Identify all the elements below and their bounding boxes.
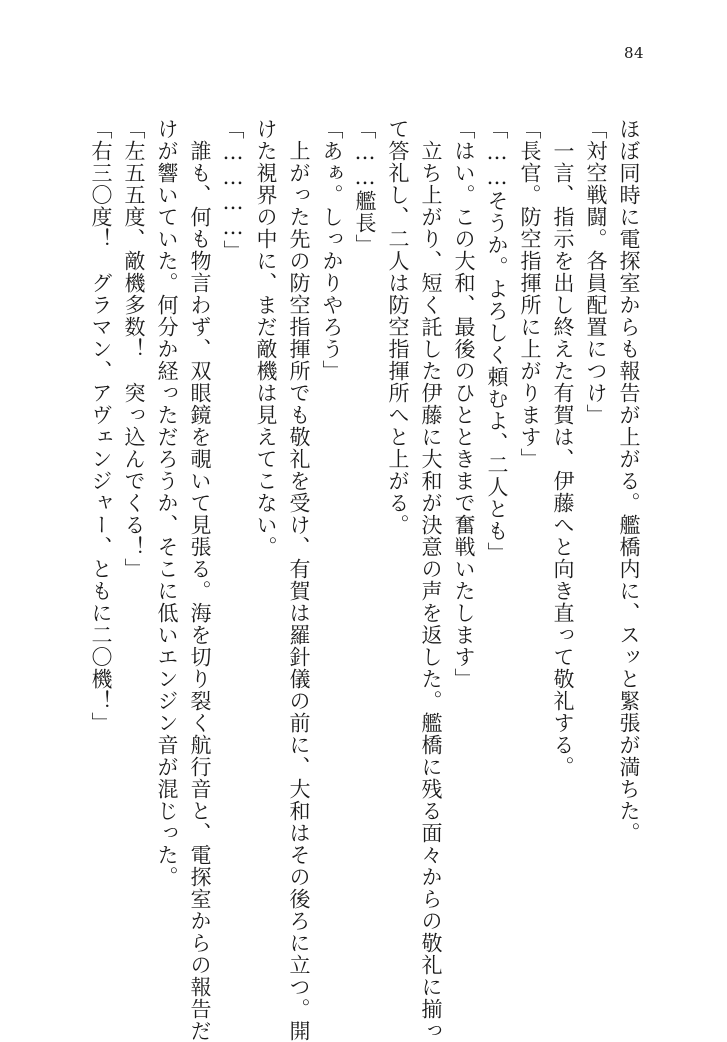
text-line: ほぼ同時に電探室からも報告が上がる。艦橋内に、スッと緊張が満ちた。: [617, 118, 641, 844]
text-line: 立ち上がり、短く託した伊藤に大和が決意の声を返した。艦橋に残る面々からの敬礼に揃っ: [419, 118, 443, 1042]
text-line: 「左五五度、敵機多数！ 突っ込んでくる！」: [122, 118, 146, 580]
text-line: けた視界の中に、まだ敵機は見えてこない。: [254, 118, 278, 558]
text-line: 「……艦長」: [353, 118, 377, 256]
text-line: 「あぁ。しっかりやろう」: [320, 118, 344, 382]
body-text: [84, 118, 645, 1042]
text-line: 一言、指示を出し終えた有賀は、伊藤へと向き直って敬礼する。: [551, 118, 575, 778]
text-line: 「対空戦闘。各員配置につけ」: [584, 118, 608, 426]
text-line: けが響いていた。何分か経っただろうか、そこに低いエンジン音が混じった。: [155, 118, 179, 888]
text-line: 「右三〇度！ グラマン、アヴェンジャー、ともに二〇機！」: [89, 118, 113, 734]
text-line: 「……そうか。よろしく頼むよ、二人とも」: [485, 118, 509, 564]
text-line: 誰も、何も物言わず、双眼鏡を覗いて見張る。海を切り裂く航行音と、電探室からの報告だ: [188, 118, 212, 1042]
text-line: 「…………」: [221, 118, 245, 262]
text-line: 上がった先の防空指揮所でも敬礼を受け、有賀は羅針儀の前に、大和はその後ろに立つ。開: [287, 118, 311, 1042]
text-line: 「はい。この大和、最後のひとときまで奮戦いたします」: [452, 118, 476, 690]
page-number: 84: [624, 44, 645, 62]
text-line: 「長官。防空指揮所に上がります」: [518, 118, 542, 470]
text-line: て答礼し、二人は防空指揮所へと上がる。: [386, 118, 410, 536]
